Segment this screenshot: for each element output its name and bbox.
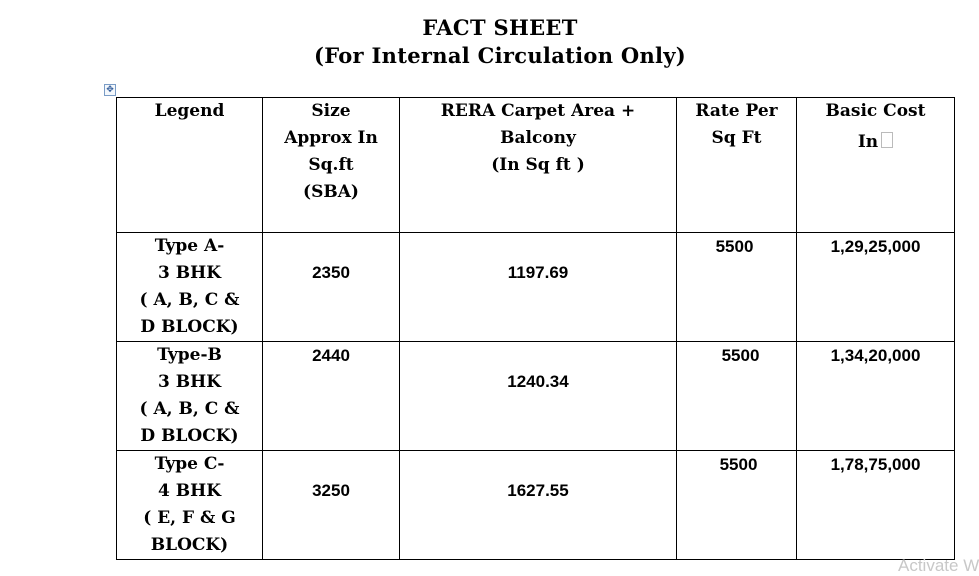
table-move-handle-icon[interactable]: ✥ [104, 84, 116, 96]
header-rera-carpet-area: RERA Carpet Area + Balcony (In Sq ft ) [400, 98, 677, 233]
activation-watermark: Activate W [898, 556, 979, 575]
document-title [0, 14, 979, 70]
fact-sheet-table [116, 97, 955, 560]
row-size: 3250 [263, 451, 400, 560]
row-legend: Type C- 4 BHK ( E, F & G BLOCK) [117, 451, 263, 560]
row-carpet-area: 1627.55 [400, 451, 677, 560]
table-row [117, 451, 955, 560]
row-basic-cost: 1,78,75,000 [797, 451, 955, 560]
row-carpet-area: 1197.69 [400, 233, 677, 342]
row-legend: Type-B 3 BHK ( A, B, C & D BLOCK) [117, 342, 263, 451]
row-basic-cost: 1,29,25,000 [797, 233, 955, 342]
row-size: 2350 [263, 233, 400, 342]
row-legend: Type A- 3 BHK ( A, B, C & D BLOCK) [117, 233, 263, 342]
row-rate: 5500 [677, 451, 797, 560]
row-carpet-area: 1240.34 [400, 342, 677, 451]
row-size: 2440 [263, 342, 400, 451]
title-line-2: (For Internal Circulation Only) [313, 43, 687, 68]
header-legend: Legend [117, 98, 263, 233]
currency-symbol-icon [881, 132, 893, 148]
header-basic-cost: Basic Cost In [797, 98, 955, 233]
table-row [117, 233, 955, 342]
header-rate: Rate Per Sq Ft [677, 98, 797, 233]
title-line-1: FACT SHEET [422, 15, 578, 40]
header-size: Size Approx In Sq.ft (SBA) [263, 98, 400, 233]
row-rate: 5500 [677, 233, 797, 342]
table-row [117, 342, 955, 451]
row-rate: 5500 [677, 342, 797, 451]
table-header-row [117, 98, 955, 233]
row-basic-cost: 1,34,20,000 [797, 342, 955, 451]
